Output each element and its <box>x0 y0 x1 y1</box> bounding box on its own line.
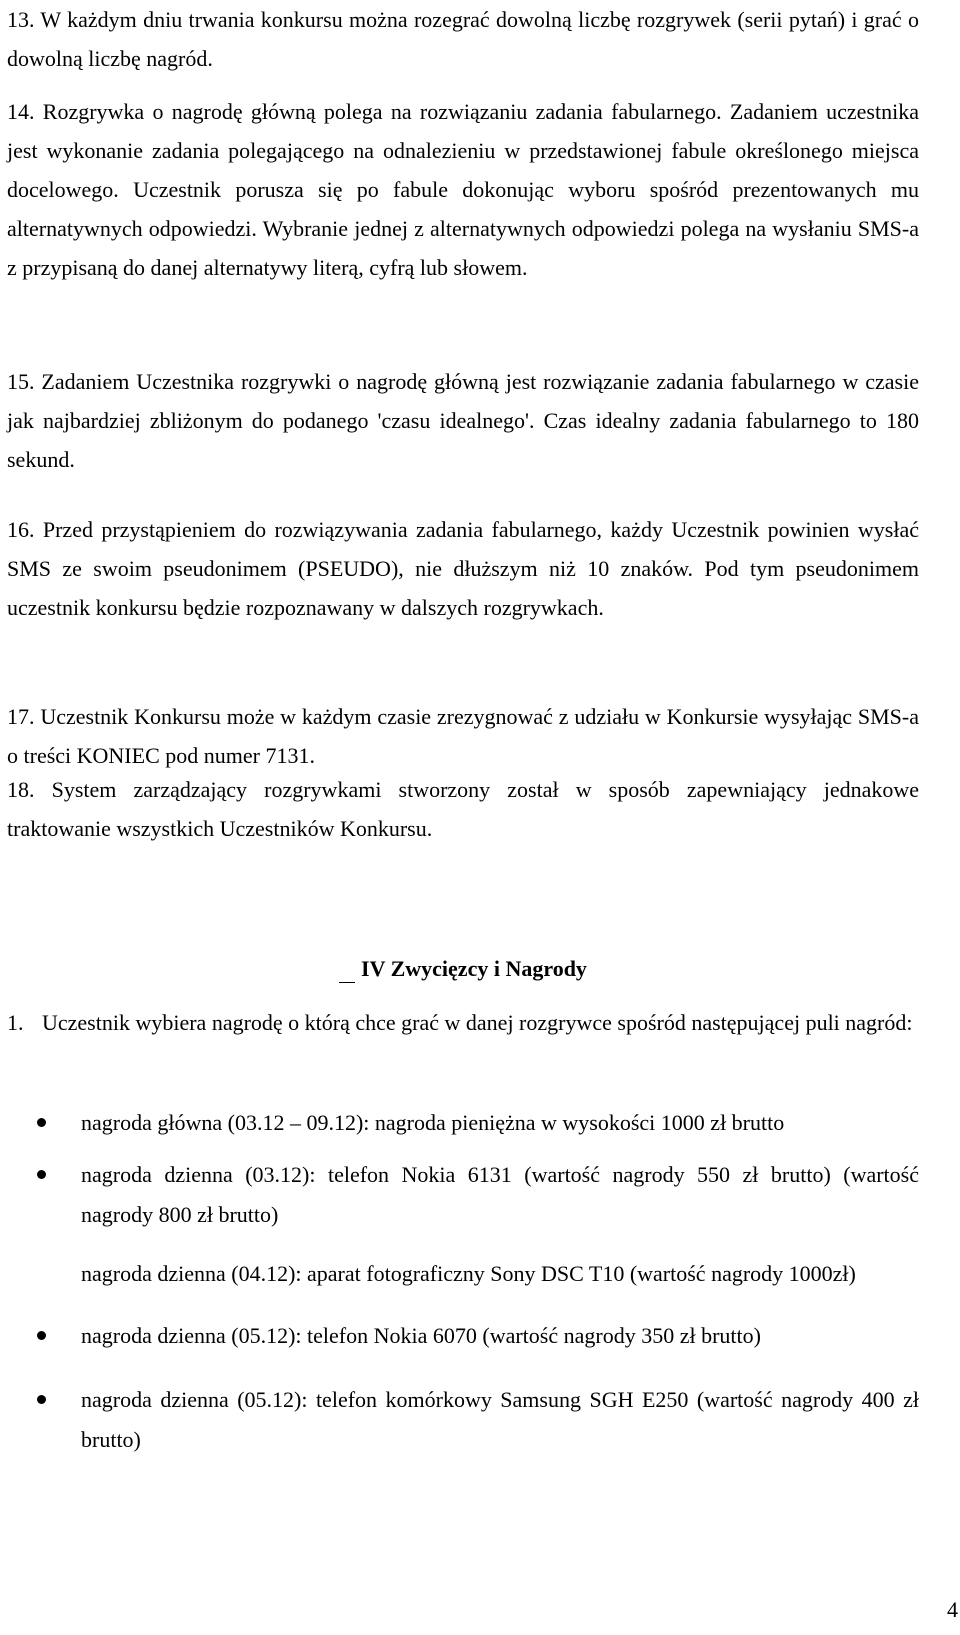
list-item <box>7 1380 919 1460</box>
prize-text: nagroda dzienna (05.12): telefon Nokia 6070 (wartość nagrody 350 zł brutto) <box>81 1323 761 1348</box>
bullet-icon <box>37 1331 46 1340</box>
list-item <box>7 1155 919 1235</box>
paragraph-17: 17. Uczestnik Konkursu może w każdym czasie zrezygnować z udziału w Konkursie wysyłając SMS-a o treści KONIEC pod numer 7131. <box>7 704 919 768</box>
paragraph-13: 13. W każdym dniu trwania konkursu można rozegrać dowolną liczbę rozgrywek (serii pytań) i grać o dowolną liczbę nagród. <box>7 7 919 71</box>
section-heading: IV Zwycięzcy i Nagrody <box>361 956 587 981</box>
prize-text: nagroda dzienna (04.12): aparat fotograficzny Sony DSC T10 (wartość nagrody 1000zł) <box>81 1261 856 1286</box>
bullet-icon <box>37 1170 46 1179</box>
section-heading-wrap <box>7 955 919 983</box>
list-item <box>7 1103 919 1143</box>
list-item <box>7 1316 919 1356</box>
prize-intro-number: 1. <box>7 1010 24 1035</box>
paragraph-14: 14. Rozgrywka o nagrodę główną polega na rozwiązaniu zadania fabularnego. Zadaniem uczestnika jest wykonanie zadania polegającego na odnalezieniu w przedstawionej fabule określonego miejsca docelowego. Uczestnik porusza się po fabule dokonując wyboru spośród prezentowanych mu alternatywnych odpowiedzi. Wybranie jednej z alternatywnych odpowiedzi polega na wysłaniu SMS-a z przypisaną do danej alternatywy literą, cyfrą lub słowem. <box>7 99 919 280</box>
prize-text: nagroda główna (03.12 – 09.12): nagroda pieniężna w wysokości 1000 zł brutto <box>81 1110 785 1135</box>
heading-underline-mark <box>339 960 355 983</box>
paragraph-15: 15. Zadaniem Uczestnika rozgrywki o nagrodę główną jest rozwiązanie zadania fabularnego w czasie jak najbardziej zbliżonym do podanego 'czasu idealnego'. Czas idealny zadania fabularnego to 180 sekund. <box>7 369 919 472</box>
bullet-icon <box>37 1395 46 1404</box>
prize-text: nagroda dzienna (03.12): telefon Nokia 6131 (wartość nagrody 550 zł brutto) (wartość nagrody 800 zł brutto) <box>81 1162 919 1227</box>
prize-list <box>7 1103 919 1460</box>
page-number: 4 <box>947 1597 958 1622</box>
prize-text: nagroda dzienna (05.12): telefon komórkowy Samsung SGH E250 (wartość nagrody 400 zł brutto) <box>81 1387 919 1452</box>
prize-intro-paragraph <box>7 1003 919 1042</box>
bullet-icon <box>37 1118 46 1127</box>
list-item <box>7 1254 919 1294</box>
paragraph-16: 16. Przed przystąpieniem do rozwiązywania zadania fabularnego, każdy Uczestnik powinien wysłać SMS ze swoim pseudonimem (PSEUDO), nie dłuższym niż 10 znaków. Pod tym pseudonimem uczestnik konkursu będzie rozpoznawany w dalszych rozgrywkach. <box>7 517 919 620</box>
paragraph-18: 18. System zarządzający rozgrywkami stworzony został w sposób zapewniający jednakowe traktowanie wszystkich Uczestników Konkursu. <box>7 777 919 841</box>
prize-intro-text: Uczestnik wybiera nagrodę o którą chce grać w danej rozgrywce spośród następującej puli nagród: <box>42 1010 913 1035</box>
